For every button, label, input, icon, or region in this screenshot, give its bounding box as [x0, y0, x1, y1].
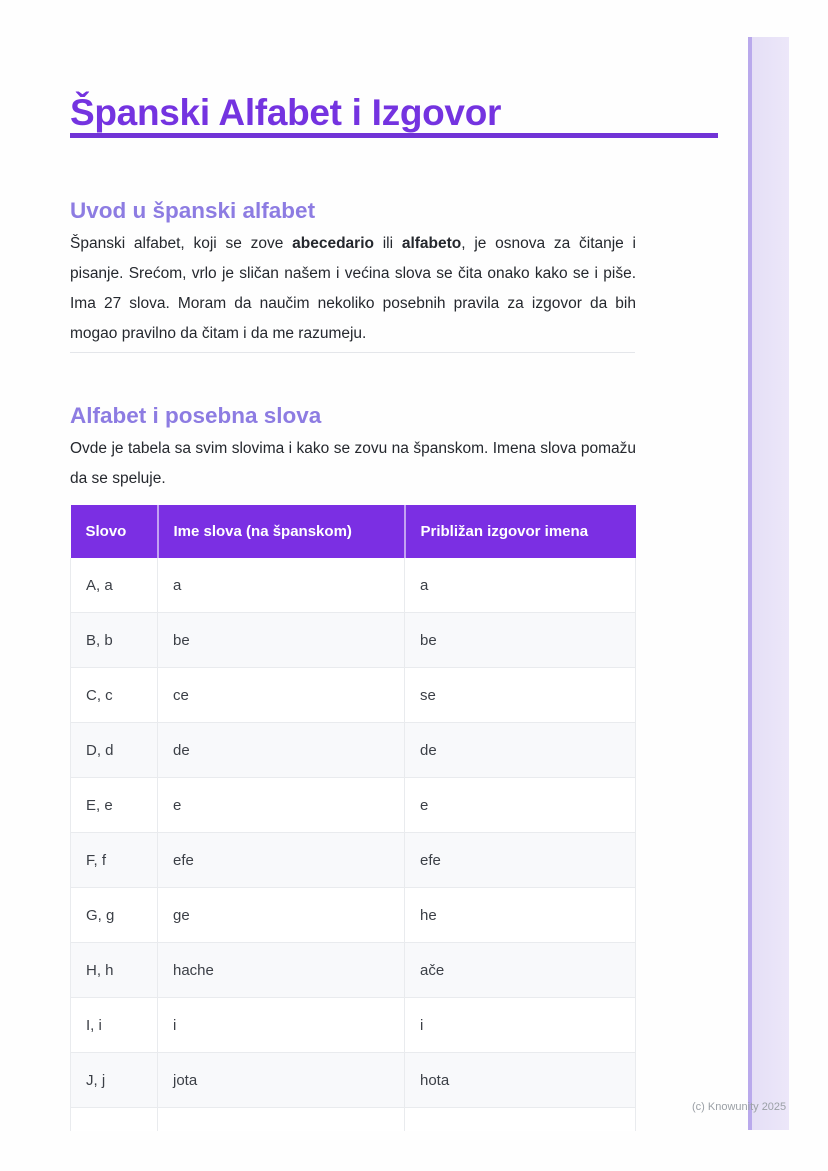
- cell-pronunciation: de: [405, 723, 636, 778]
- section-heading-alfabet: Alfabet i posebna slova: [70, 402, 322, 428]
- cell-pronunciation: he: [405, 888, 636, 943]
- cell-pronunciation: be: [405, 613, 636, 668]
- cell-name: e: [158, 778, 405, 833]
- table-row: [71, 943, 636, 998]
- cell-name: be: [158, 613, 405, 668]
- intro-paragraph: [70, 229, 636, 349]
- paragraph-text: , je osnova za čitanje i pisanje. Srećom, vrlo je sličan našem i većina slova se čita onako kako se i piše. Ima 27 slova. Moram da naučim nekoliko posebnih pravila za izgovor da bih mogao pravilno da čitam i da me razumeju.: [70, 234, 636, 342]
- cell-letter: [71, 1108, 158, 1132]
- cell-name: jota: [158, 1053, 405, 1108]
- alphabet-table-body: [71, 558, 636, 1131]
- table-header-cell-ime-slova: Ime slova (na španskom): [158, 505, 405, 558]
- table-row: [71, 613, 636, 668]
- page-edge-bar: [748, 37, 789, 1130]
- cell-pronunciation: i: [405, 998, 636, 1053]
- footer-copyright: (c) Knowunity 2025: [692, 1101, 787, 1113]
- table-row-partial: [71, 1108, 636, 1132]
- cell-name: ge: [158, 888, 405, 943]
- alphabet-table-container: [70, 505, 636, 1131]
- cell-name: ce: [158, 668, 405, 723]
- table-header-cell-slovo: Slovo: [71, 505, 158, 558]
- cell-name: hache: [158, 943, 405, 998]
- table-header-row: [71, 505, 636, 558]
- table-row: [71, 778, 636, 833]
- table-row: [71, 1053, 636, 1108]
- table-row: [71, 558, 636, 613]
- page-title: Španski Alfabet i Izgovor: [70, 91, 502, 133]
- paragraph-text: Ovde je tabela sa svim slovima i kako se zovu na španskom. Imena slova pomažu da se speluje.: [70, 439, 636, 487]
- cell-pronunciation: ače: [405, 943, 636, 998]
- cell-pronunciation: e: [405, 778, 636, 833]
- cell-name: i: [158, 998, 405, 1053]
- paragraph-text: ili: [373, 234, 402, 252]
- cell-letter: J, j: [71, 1053, 158, 1108]
- cell-pronunciation: a: [405, 558, 636, 613]
- section-divider: [70, 352, 635, 353]
- paragraph-text: Španski alfabet, koji se zove: [70, 234, 293, 252]
- alphabet-table: [70, 505, 636, 1131]
- cell-pronunciation: hota: [405, 1053, 636, 1108]
- bold-term-abecedario: abecedario: [292, 234, 374, 252]
- table-header-cell-izgovor: Približan izgovor imena: [405, 505, 636, 558]
- table-row: [71, 998, 636, 1053]
- cell-letter: I, i: [71, 998, 158, 1053]
- cell-name: de: [158, 723, 405, 778]
- cell-pronunciation: [405, 1108, 636, 1132]
- cell-letter: G, g: [71, 888, 158, 943]
- section-heading-uvod: Uvod u španski alfabet: [70, 197, 316, 223]
- cell-pronunciation: efe: [405, 833, 636, 888]
- table-row: [71, 888, 636, 943]
- cell-letter: C, c: [71, 668, 158, 723]
- cell-letter: E, e: [71, 778, 158, 833]
- cell-name: a: [158, 558, 405, 613]
- bold-term-alfabeto: alfabeto: [401, 234, 462, 252]
- cell-letter: H, h: [71, 943, 158, 998]
- cell-name: [158, 1108, 405, 1132]
- cell-letter: F, f: [71, 833, 158, 888]
- cell-name: efe: [158, 833, 405, 888]
- table-row: [71, 723, 636, 778]
- table-row: [71, 668, 636, 723]
- table-intro-paragraph: [70, 434, 636, 494]
- table-row: [71, 833, 636, 888]
- cell-letter: B, b: [71, 613, 158, 668]
- cell-letter: A, a: [71, 558, 158, 613]
- cell-pronunciation: se: [405, 668, 636, 723]
- cell-letter: D, d: [71, 723, 158, 778]
- title-underline-rule: [70, 133, 718, 138]
